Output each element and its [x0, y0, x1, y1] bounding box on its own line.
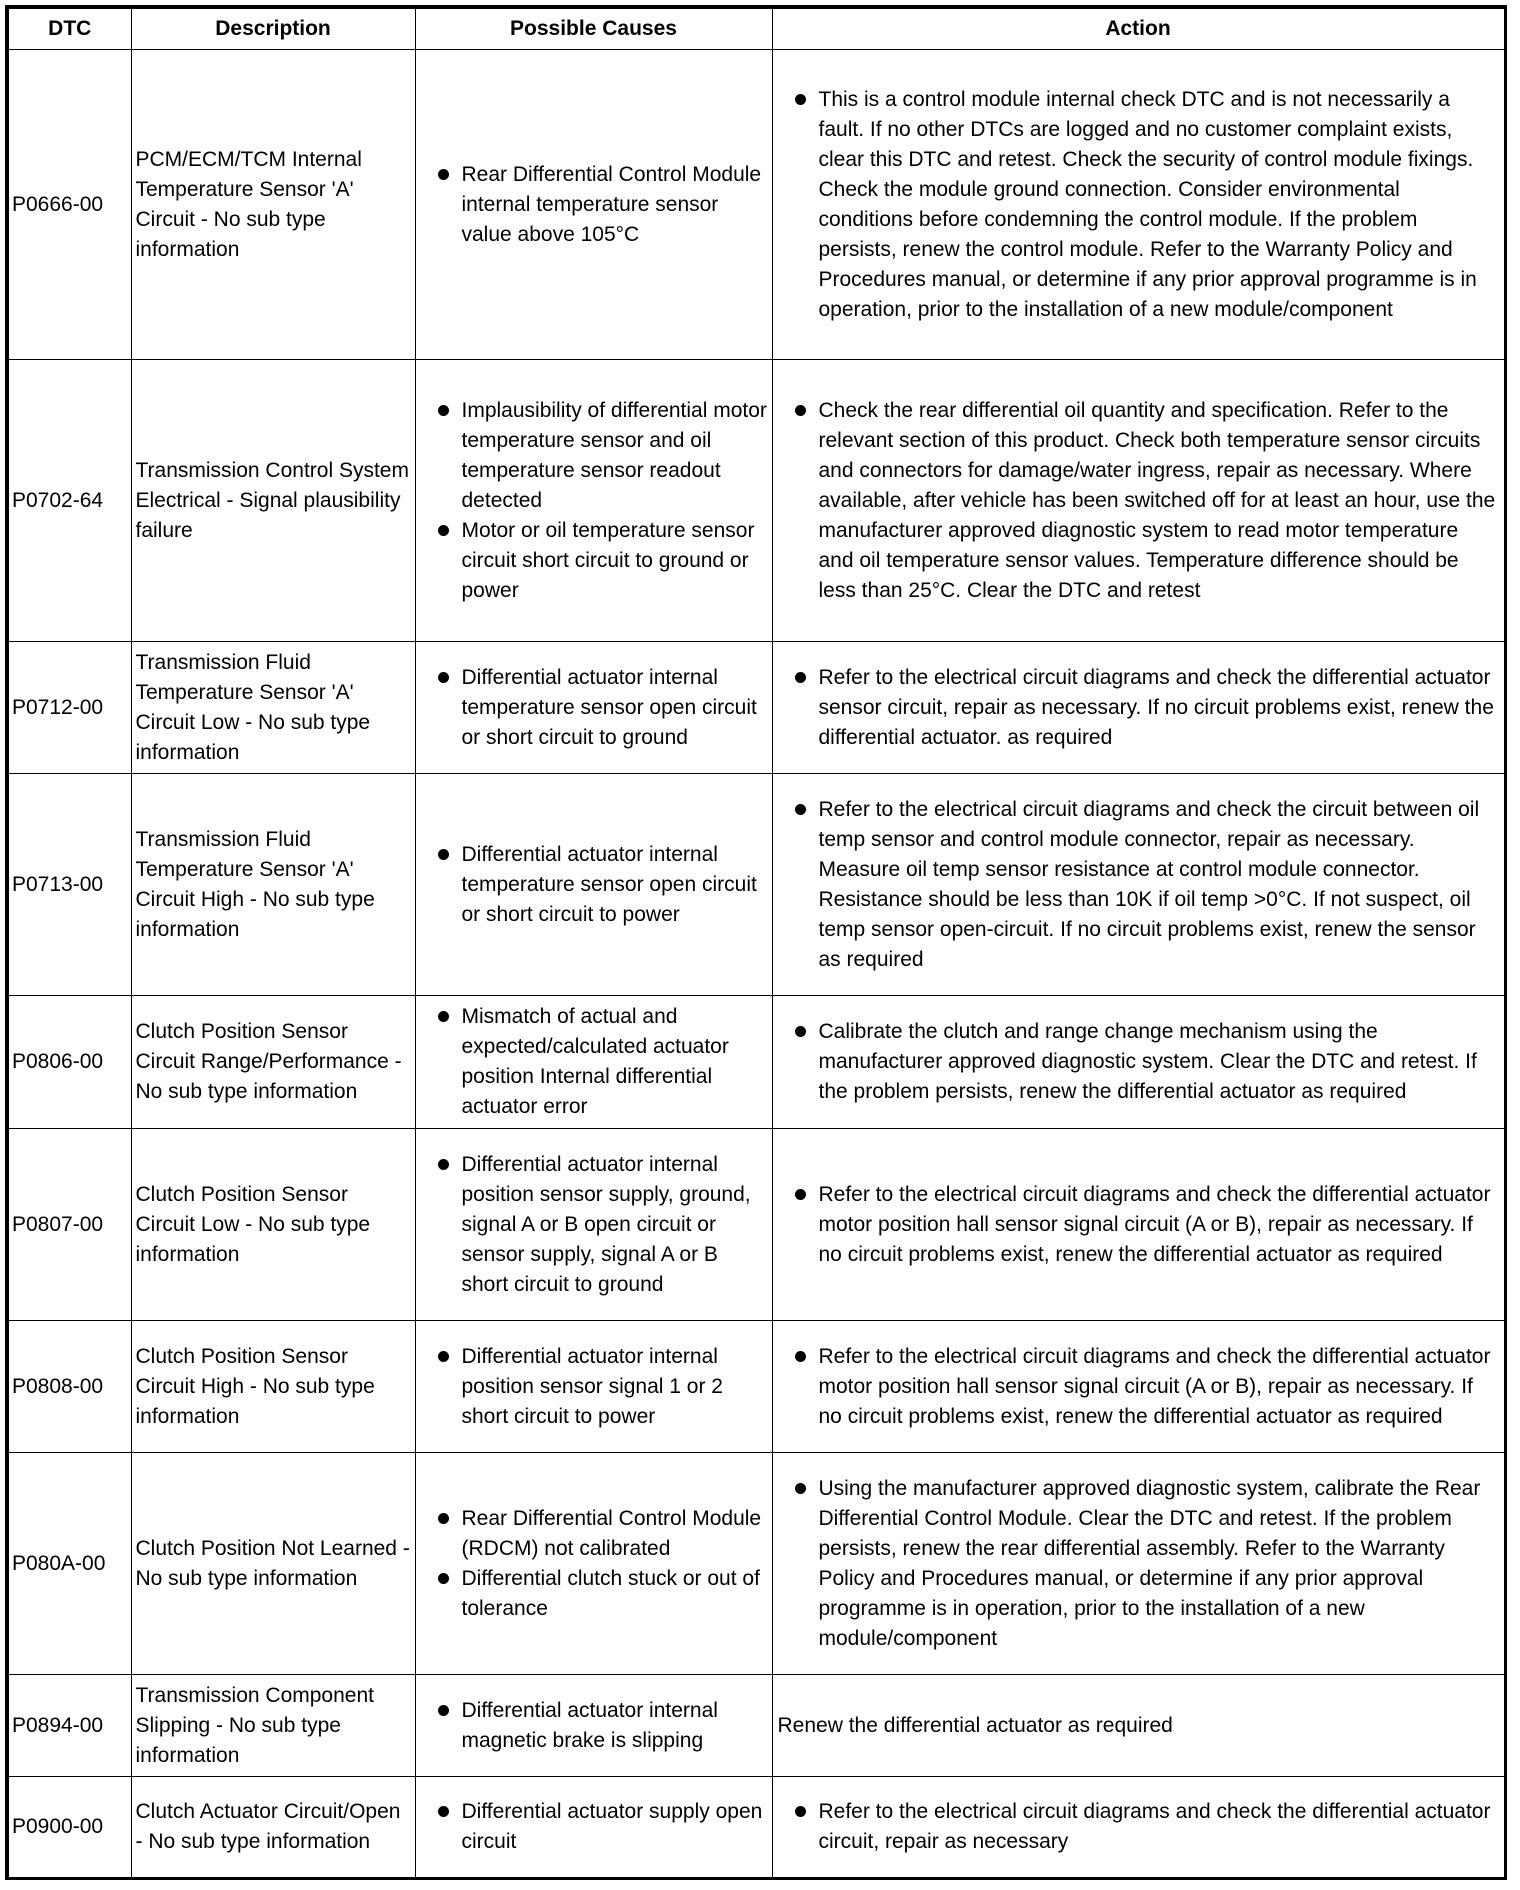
table-row	[7, 642, 1505, 774]
table-row	[7, 50, 1505, 360]
bullet-text: Check the rear differential oil quantity and specification. Refer to the relevant section of this product. Check both temperature sensor circuits and connectors for damage/water ingress, repair as necessary. Where available, after vehicle has been switched off for at least an hour, use the manufacturer approved diagnostic system to read motor temperature and oil temperature sensor values. Temperature difference should be less than 25°C. Clear the DTC and retest	[818, 398, 1496, 602]
possible-causes	[415, 1321, 772, 1453]
description: Transmission Fluid Temperature Sensor 'A' Circuit Low - No sub type information	[131, 642, 415, 774]
bullet-icon	[795, 804, 806, 815]
description: Clutch Position Not Learned - No sub type information	[131, 1453, 415, 1675]
header-possible-causes: Possible Causes	[415, 7, 772, 50]
table-row	[7, 1453, 1505, 1675]
action	[772, 996, 1505, 1129]
causes-list	[432, 1797, 768, 1857]
bullet-item	[432, 1564, 768, 1624]
bullet-icon	[795, 1483, 806, 1494]
description: Clutch Position Sensor Circuit Range/Performance - No sub type information	[131, 996, 415, 1129]
bullet-icon	[438, 1705, 449, 1716]
bullet-text: This is a control module internal check DTC and is not necessarily a fault. If no other DTCs are logged and no customer complaint exists, clear this DTC and retest. Check the security of control module fixings. Check the module ground connection. Consider environmental conditions before condemning the control module. If the problem persists, renew the control module. Refer to the Warranty Policy and Procedures manual, or determine if any prior approval programme is in operation, prior to the installation of a new module/component	[818, 87, 1477, 321]
bullet-icon	[438, 849, 449, 860]
bullet-text: Refer to the electrical circuit diagrams and check the differential actuator motor position hall sensor signal circuit (A or B), repair as necessary. If no circuit problems exist, renew the differential actuator as required	[818, 1344, 1491, 1428]
causes-list	[432, 840, 768, 930]
description: Clutch Position Sensor Circuit High - No sub type information	[131, 1321, 415, 1453]
description: PCM/ECM/TCM Internal Temperature Sensor 'A' Circuit - No sub type information	[131, 50, 415, 360]
bullet-item	[789, 795, 1498, 975]
action	[772, 360, 1505, 642]
bullet-icon	[795, 405, 806, 416]
bullet-text: Differential actuator supply open circuit	[461, 1800, 763, 1853]
bullet-item	[432, 396, 768, 516]
causes-list	[432, 663, 768, 753]
dtc-code: P0712-00	[7, 642, 131, 774]
bullet-item	[789, 1797, 1498, 1857]
dtc-code: P0900-00	[7, 1777, 131, 1879]
dtc-code: P0806-00	[7, 996, 131, 1129]
action-list	[789, 85, 1498, 325]
causes-list	[432, 1342, 768, 1432]
table-row	[7, 1129, 1505, 1321]
bullet-icon	[795, 1351, 806, 1362]
action-list	[789, 396, 1498, 606]
bullet-text: Differential actuator internal temperature sensor open circuit or short circuit to power	[461, 842, 757, 926]
bullet-icon	[438, 1159, 449, 1170]
bullet-item	[432, 1342, 768, 1432]
bullet-text: Using the manufacturer approved diagnostic system, calibrate the Rear Differential Control Module. Clear the DTC and retest. If the problem persists, renew the rear differential assembly. Refer to the Warranty Policy and Procedures manual, or determine if any prior approval programme is in operation, prior to the installation of a new module/component	[818, 1476, 1481, 1650]
table-row	[7, 996, 1505, 1129]
action	[772, 1777, 1505, 1879]
action	[772, 1453, 1505, 1675]
dtc-code: P0666-00	[7, 50, 131, 360]
bullet-item	[789, 1474, 1498, 1654]
bullet-text: Differential actuator internal temperature sensor open circuit or short circuit to ground	[461, 665, 757, 749]
dtc-code: P0702-64	[7, 360, 131, 642]
bullet-item	[789, 85, 1498, 325]
bullet-text: Motor or oil temperature sensor circuit short circuit to ground or power	[461, 518, 755, 602]
possible-causes	[415, 1129, 772, 1321]
action-list	[789, 1342, 1498, 1432]
description: Clutch Position Sensor Circuit Low - No sub type information	[131, 1129, 415, 1321]
causes-list	[432, 1150, 768, 1300]
bullet-item	[789, 1180, 1498, 1270]
table-body	[7, 50, 1505, 1879]
description: Transmission Component Slipping - No sub type information	[131, 1675, 415, 1777]
bullet-item	[432, 160, 768, 250]
bullet-icon	[795, 94, 806, 105]
bullet-icon	[438, 672, 449, 683]
header-row	[7, 7, 1505, 50]
bullet-text: Differential actuator internal position sensor supply, ground, signal A or B open circuit or sensor supply, signal A or B short circuit to ground	[461, 1152, 751, 1296]
bullet-icon	[795, 1026, 806, 1037]
bullet-item	[789, 1017, 1498, 1107]
action-list	[789, 795, 1498, 975]
description: Transmission Fluid Temperature Sensor 'A' Circuit High - No sub type information	[131, 774, 415, 996]
causes-list	[432, 1696, 768, 1756]
action	[772, 1129, 1505, 1321]
possible-causes	[415, 1453, 772, 1675]
bullet-text: Refer to the electrical circuit diagrams and check the differential actuator circuit, repair as necessary	[818, 1800, 1491, 1853]
bullet-item	[432, 840, 768, 930]
action-list	[789, 663, 1498, 753]
dtc-code: P0894-00	[7, 1675, 131, 1777]
bullet-item	[432, 663, 768, 753]
description: Transmission Control System Electrical - Signal plausibility failure	[131, 360, 415, 642]
bullet-text: Mismatch of actual and expected/calculated actuator position Internal differential actuator error	[461, 1005, 729, 1118]
bullet-item	[432, 1696, 768, 1756]
table-row	[7, 774, 1505, 996]
dtc-code: P080A-00	[7, 1453, 131, 1675]
possible-causes	[415, 642, 772, 774]
header-action: Action	[772, 7, 1505, 50]
dtc-code: P0713-00	[7, 774, 131, 996]
bullet-icon	[795, 1806, 806, 1817]
bullet-text: Rear Differential Control Module (RDCM) not calibrated	[461, 1506, 762, 1560]
dtc-table	[5, 5, 1507, 1880]
action-list	[789, 1017, 1498, 1107]
bullet-icon	[438, 1573, 449, 1584]
action-list	[789, 1797, 1498, 1857]
bullet-item	[789, 1342, 1498, 1432]
dtc-code: P0807-00	[7, 1129, 131, 1321]
action	[772, 642, 1505, 774]
table-row	[7, 1321, 1505, 1453]
bullet-text: Refer to the electrical circuit diagrams and check the circuit between oil temp sensor and control module connector, repair as necessary. Measure oil temp sensor resistance at control module connector. Resistance should be less than 10K if oil temp >0°C. If not suspect, oil temp sensor open-circuit. If no circuit problems exist, renew the sensor as required	[818, 797, 1480, 971]
bullet-icon	[438, 1513, 449, 1524]
bullet-text: Implausibility of differential motor temperature sensor and oil temperature sensor readout detected	[461, 398, 767, 512]
bullet-text: Calibrate the clutch and range change mechanism using the manufacturer approved diagnostic system. Clear the DTC and retest. If the problem persists, renew the differential actuator as required	[818, 1020, 1477, 1103]
table-row	[7, 1777, 1505, 1879]
bullet-item	[789, 396, 1498, 606]
bullet-icon	[438, 169, 449, 180]
bullet-item	[432, 1797, 768, 1857]
possible-causes	[415, 774, 772, 996]
table-row	[7, 1675, 1505, 1777]
bullet-item	[432, 1504, 768, 1564]
bullet-text: Differential actuator internal magnetic brake is slipping	[461, 1698, 718, 1752]
possible-causes	[415, 1675, 772, 1777]
dtc-code: P0808-00	[7, 1321, 131, 1453]
possible-causes	[415, 996, 772, 1129]
possible-causes	[415, 1777, 772, 1879]
header-description: Description	[131, 7, 415, 50]
possible-causes	[415, 360, 772, 642]
bullet-text: Rear Differential Control Module internal temperature sensor value above 105°C	[461, 162, 762, 246]
action	[772, 1321, 1505, 1453]
header-dtc: DTC	[7, 7, 131, 50]
causes-list	[432, 160, 768, 250]
bullet-icon	[438, 1351, 449, 1362]
bullet-text: Refer to the electrical circuit diagrams and check the differential actuator sensor circuit, repair as necessary. If no circuit problems exist, renew the differential actuator. as required	[818, 665, 1494, 749]
bullet-icon	[795, 1189, 806, 1200]
bullet-icon	[438, 405, 449, 416]
action-list	[789, 1180, 1498, 1270]
bullet-text: Differential actuator internal position sensor signal 1 or 2 short circuit to power	[461, 1344, 723, 1428]
bullet-icon	[438, 1011, 449, 1022]
action	[772, 50, 1505, 360]
possible-causes	[415, 50, 772, 360]
causes-list	[432, 1504, 768, 1624]
action	[772, 774, 1505, 996]
bullet-icon	[438, 1806, 449, 1817]
causes-list	[432, 1002, 768, 1122]
table-row	[7, 360, 1505, 642]
action: Renew the differential actuator as required	[772, 1675, 1505, 1777]
action-list	[789, 1474, 1498, 1654]
bullet-text: Differential clutch stuck or out of tolerance	[461, 1566, 760, 1620]
bullet-item	[789, 663, 1498, 753]
bullet-item	[432, 1150, 768, 1300]
causes-list	[432, 396, 768, 606]
bullet-icon	[438, 525, 449, 536]
bullet-item	[432, 516, 768, 606]
description: Clutch Actuator Circuit/Open - No sub type information	[131, 1777, 415, 1879]
bullet-item	[432, 1002, 768, 1122]
bullet-icon	[795, 672, 806, 683]
bullet-text: Refer to the electrical circuit diagrams and check the differential actuator motor position hall sensor signal circuit (A or B), repair as necessary. If no circuit problems exist, renew the differential actuator as required	[818, 1182, 1491, 1266]
